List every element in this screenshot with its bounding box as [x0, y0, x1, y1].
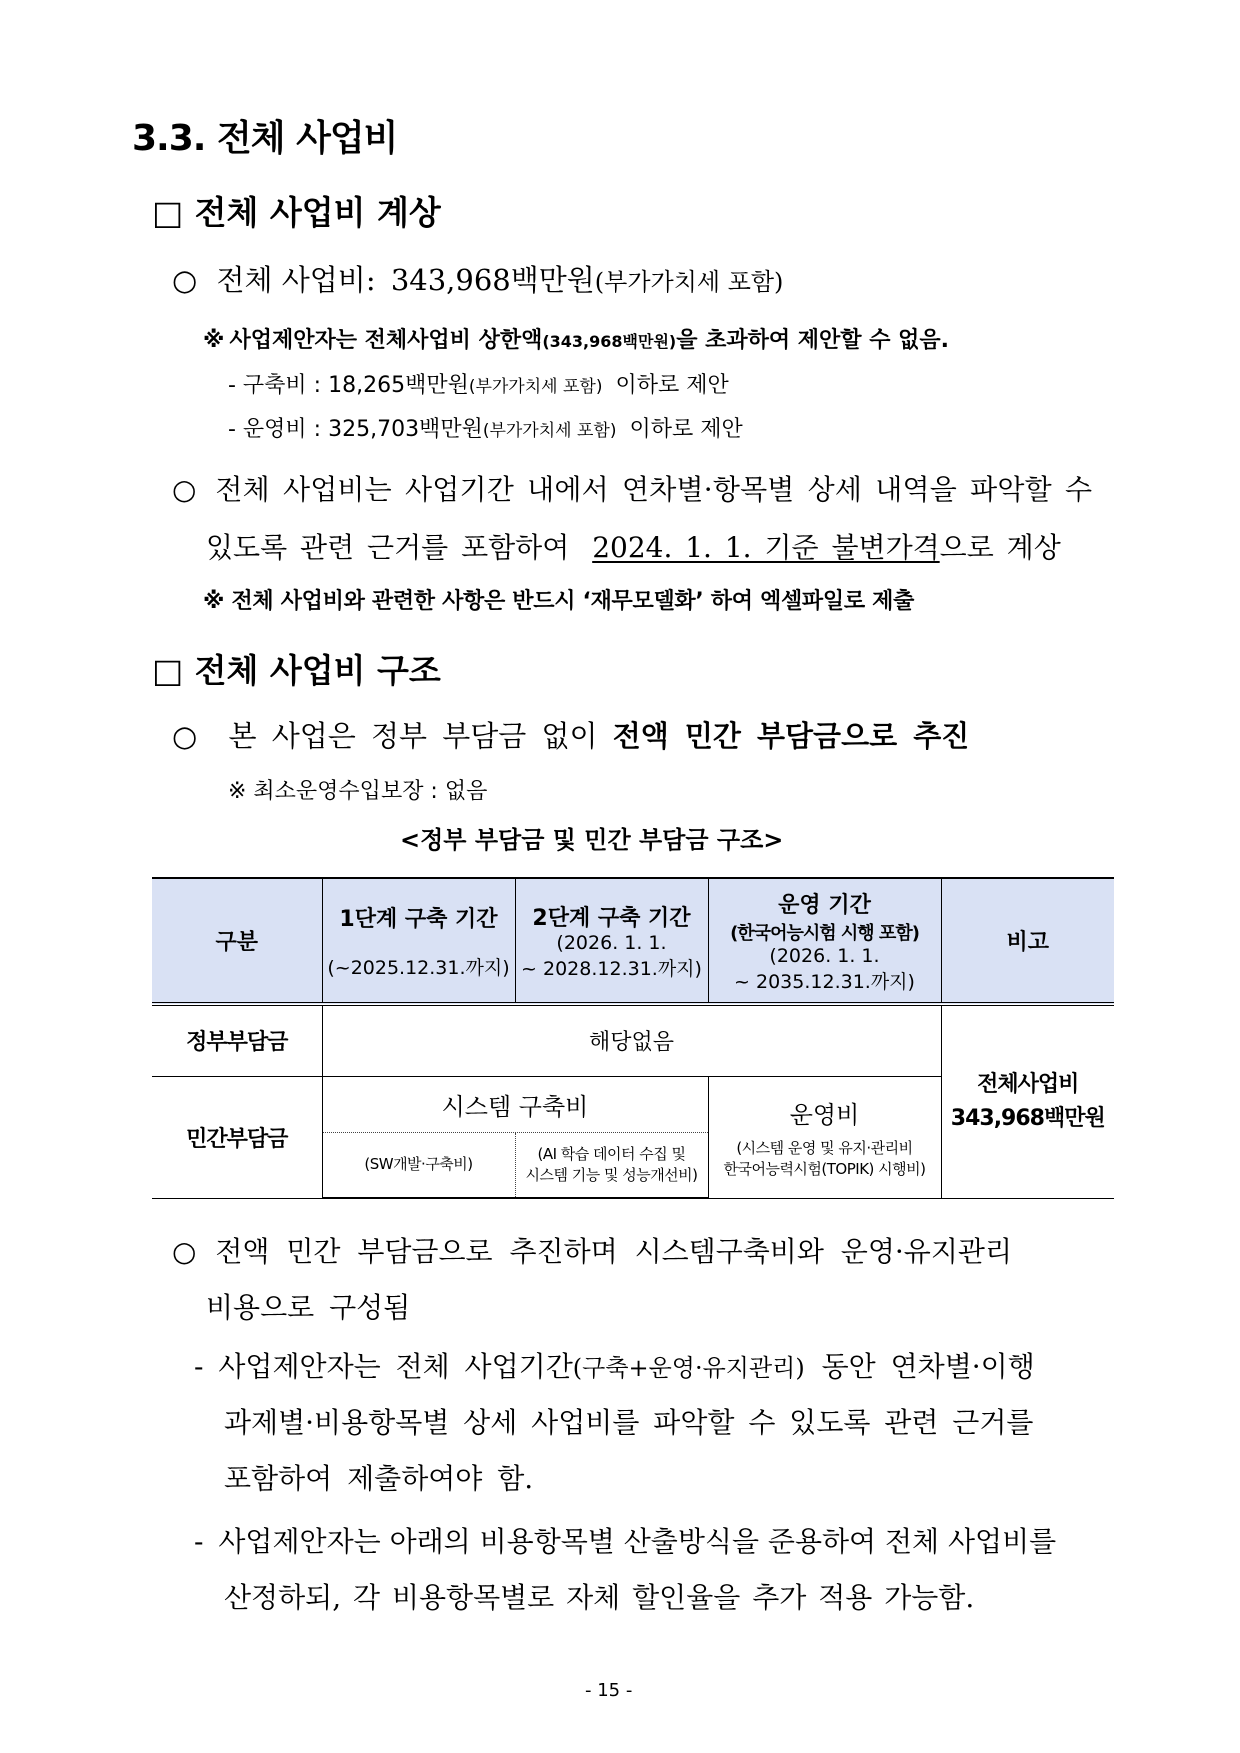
header-remarks: 비고	[941, 878, 1114, 1004]
page-number: - 15 -	[585, 1680, 633, 1701]
burden-structure-table	[152, 877, 1114, 1199]
excel-note: ※ 전체 사업비와 관련한 사항은 반드시 ‘재무모델화’ 하여 엑셀파일로 제출	[203, 589, 915, 614]
header-phase1	[322, 878, 515, 1004]
upper-limit-note	[203, 323, 949, 354]
item2-line2: 산정하되, 각 비용항목별로 자체 할인율을 추가 적용 가능함.	[224, 1581, 975, 1614]
build-cost-line	[228, 368, 729, 399]
section-title: 3.3. 전체 사업비	[132, 118, 398, 159]
item1-text-a: 사업제안자는 전체 사업기간	[218, 1350, 573, 1383]
header-phase1-period: (~2025.12.31.까지)	[327, 956, 510, 979]
bullet-marker: ○	[172, 719, 198, 753]
remarks-total-label: 전체사업비	[977, 1071, 1079, 1097]
system-build-note-ai	[515, 1132, 708, 1198]
total-budget-amount: 343,968백만원	[390, 263, 595, 297]
operating-cost-tail: 이하로 제안	[629, 417, 743, 442]
system-build-note-ai-b: 시스템 기능 및 성능개선비)	[525, 1165, 698, 1184]
heading-budget-estimate: □ 전체 사업비 계상	[152, 193, 441, 232]
item1-dash: -	[194, 1350, 204, 1383]
remarks-total-cell	[941, 1004, 1114, 1198]
note-text-b: (343,968백만원)	[542, 332, 677, 351]
build-cost-label: - 구축비 : 18,265백만원	[228, 373, 469, 398]
note-marker: ※	[203, 328, 225, 353]
row-label-government: 정부부담금	[152, 1004, 322, 1076]
detail-paragraph-line1	[172, 468, 1092, 508]
min-revenue-note: ※ 최소운영수입보장 : 없음	[228, 779, 488, 804]
structure-bullet-bold: 전액 민간 부담금으로 추진	[612, 719, 970, 753]
composition-text-line1: 전액 민간 부담금으로 추진하며 시스템구축비와 운영·유지관리	[215, 1235, 1012, 1268]
operating-cost-vat: (부가가치세 포함)	[482, 421, 617, 441]
item2-line1	[194, 1520, 1056, 1560]
structure-bullet	[172, 714, 969, 755]
item2-text: 사업제안자는 아래의 비용항목별 산출방식을 준용하여 전체 사업비를	[218, 1525, 1057, 1558]
composition-line2: 비용으로 구성됨	[206, 1291, 411, 1324]
item2-dash: -	[194, 1525, 204, 1558]
header-phase2-period-a: (2026. 1. 1.	[556, 931, 667, 954]
operating-cost-note-a: (시스템 운영 및 유지·관리비	[736, 1138, 913, 1157]
total-budget-line	[172, 258, 783, 299]
system-build-cost: 시스템 구축비	[322, 1076, 708, 1132]
detail-paragraph-line2	[206, 526, 1061, 566]
item1-text-b: (구축+운영·유지관리)	[572, 1354, 805, 1382]
system-build-note-ai-a: (AI 학습 데이터 수집 및	[537, 1144, 686, 1163]
header-phase2	[515, 878, 708, 1004]
remarks-total-amount: 343,968백만원	[950, 1105, 1105, 1131]
note-text-a: 사업제안자는 전체사업비 상한액	[229, 328, 543, 353]
header-phase2-title: 2단계 구축 기간	[532, 905, 691, 931]
structure-bullet-text: 본 사업은 정부 부담금 없이	[228, 719, 598, 753]
detail-text-line2-b: 으로 계상	[939, 531, 1061, 564]
bullet-marker: ○	[172, 1235, 197, 1268]
header-phase1-title: 1단계 구축 기간	[339, 906, 498, 932]
composition-line1	[172, 1230, 1012, 1270]
table-header-row	[152, 878, 1114, 1004]
table-caption: <정부 부담금 및 민간 부담금 구조>	[400, 826, 784, 854]
item1-line3: 포함하여 제출하여야 함.	[224, 1462, 534, 1495]
total-budget-label: 전체 사업비:	[216, 263, 376, 297]
row-label-private: 민간부담금	[152, 1076, 322, 1198]
government-value: 해당없음	[322, 1004, 941, 1076]
item1-text-c: 동안 연차별·이행	[821, 1350, 1035, 1383]
build-cost-vat: (부가가치세 포함)	[468, 377, 603, 397]
operating-cost-title: 운영비	[789, 1100, 860, 1129]
header-operation-period-a: (2026. 1. 1.	[769, 944, 880, 967]
header-operation-sub: (한국어능시험 시행 포함)	[730, 922, 919, 944]
total-budget-vat: (부가가치세 포함)	[594, 268, 784, 296]
table-row-government	[152, 1004, 1114, 1076]
item1-line2: 과제별·비용항목별 상세 사업비를 파악할 수 있도록 관련 근거를	[224, 1406, 1034, 1439]
header-operation-title: 운영 기간	[778, 892, 871, 918]
header-category: 구분	[152, 878, 322, 1004]
operating-cost-label: - 운영비 : 325,703백만원	[228, 417, 483, 442]
header-operation-period-b: ~ 2035.12.31.까지)	[734, 970, 915, 993]
header-phase2-period-b: ~ 2028.12.31.까지)	[521, 957, 702, 980]
operating-cost-note-b: 한국어능력시험(TOPIK) 시행비)	[723, 1159, 926, 1178]
operating-cost-line	[228, 412, 743, 443]
bullet-marker: ○	[172, 263, 198, 297]
detail-text-line1: 전체 사업비는 사업기간 내에서 연차별·항목별 상세 내역을 파악할 수	[215, 473, 1093, 506]
operating-cost-cell	[708, 1076, 941, 1198]
bullet-marker: ○	[172, 473, 197, 506]
header-operation	[708, 878, 941, 1004]
build-cost-tail: 이하로 제안	[615, 373, 729, 398]
note-text-c: 을 초과하여 제안할 수 없음.	[676, 328, 949, 353]
detail-text-line2-a: 있도록 관련 근거를 포함하여	[206, 531, 570, 564]
item1-line1	[194, 1345, 1035, 1385]
heading-budget-structure: □ 전체 사업비 구조	[152, 651, 441, 690]
system-build-note-sw: (SW개발·구축비)	[322, 1132, 515, 1198]
detail-text-constant-price: 2024. 1. 1. 기준 불변가격	[592, 531, 940, 564]
